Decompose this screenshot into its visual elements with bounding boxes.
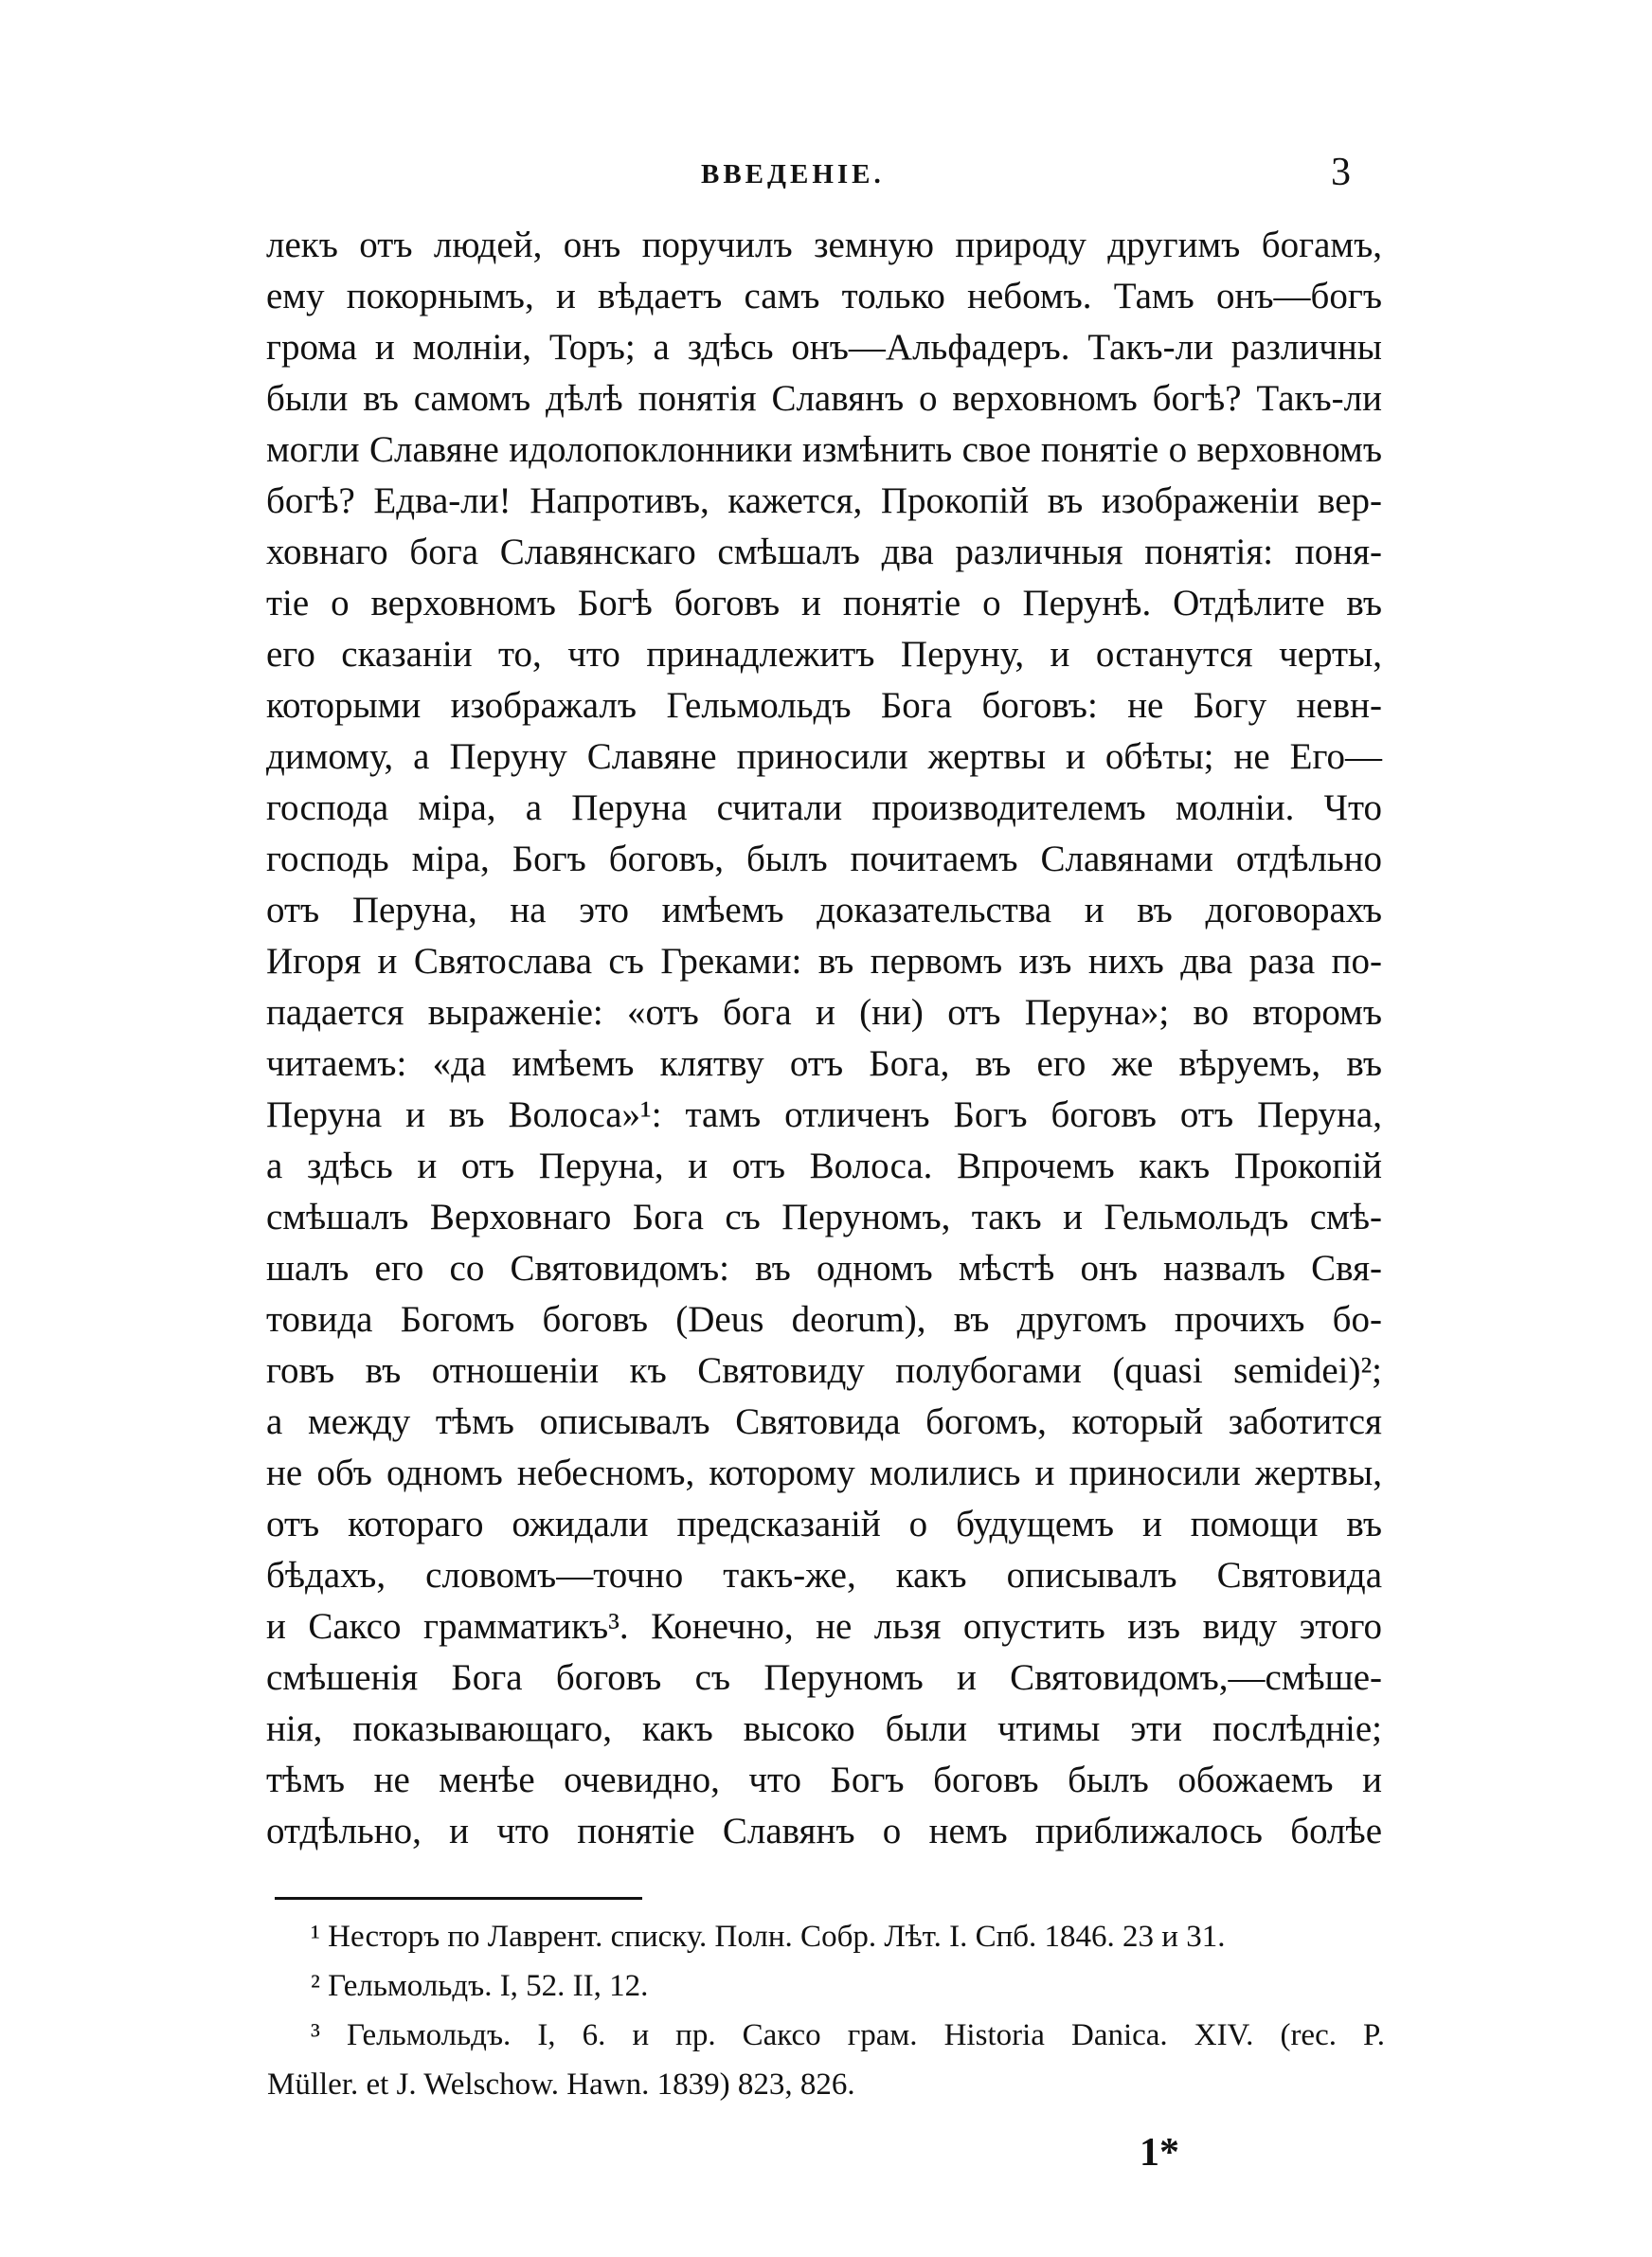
footnote-1: ¹ Несторъ по Лаврент. списку. Полн. Собр. Лѣт. I. Спб. 1846. 23 и 31. xyxy=(311,1920,1226,1954)
text-line: отдѣльно, и что понятіе Славянъ о немъ приближалось болѣе xyxy=(266,1811,1382,1851)
text-line: смѣшалъ Верховнаго Бога съ Перуномъ, такъ и Гельмольдъ смѣ- xyxy=(266,1197,1382,1237)
footnote-3-continuation: Müller. et J. Welschow. Hawn. 1839) 823, 826. xyxy=(267,2067,855,2102)
text-line: нія, показывающаго, какъ высоко были чтимы эти послѣдніе; xyxy=(266,1708,1382,1749)
text-line: отъ котораго ожидали предсказаній о будущемъ и помощи въ xyxy=(266,1504,1382,1544)
text-line: господа міра, а Перуна считали производителемъ молніи. Что xyxy=(266,787,1382,828)
text-line: товида Богомъ боговъ (Deus deorum), въ другомъ прочихъ бо- xyxy=(266,1299,1382,1340)
printer-signature-mark: 1* xyxy=(1140,2131,1179,2175)
text-line: димому, а Перуну Славяне приносили жертвы и обѣты; не Его— xyxy=(266,736,1382,777)
text-line: отъ Перуна, на это имѣемъ доказательства и въ договорахъ xyxy=(266,890,1382,930)
text-line: и Саксо грамматикъ³. Конечно, не льзя опустить изъ виду этого xyxy=(266,1606,1382,1647)
body-text xyxy=(266,220,1382,1857)
text-line: а между тѣмъ описывалъ Святовида богомъ, который заботится xyxy=(266,1401,1382,1442)
text-line: читаемъ: «да имѣемъ клятву отъ Бога, въ его же вѣруемъ, въ xyxy=(266,1043,1382,1084)
text-line: его сказаніи то, что принадлежитъ Перуну, и останутся черты, xyxy=(266,634,1382,675)
text-line: лекъ отъ людей, онъ поручилъ земную природу другимъ богамъ, xyxy=(266,225,1382,265)
footnotes xyxy=(267,1912,1385,2109)
text-line: падается выраженіе: «отъ бога и (ни) отъ Перуна»; во второмъ xyxy=(266,992,1382,1033)
text-line: грома и молніи, Торъ; а здѣсь онъ—Альфадеръ. Такъ-ли различны xyxy=(266,327,1382,368)
text-line: ховнаго бога Славянскаго смѣшалъ два различныя понятія: поня- xyxy=(266,532,1382,572)
text-line: не объ одномъ небесномъ, которому молились и приносили жертвы, xyxy=(266,1453,1382,1493)
text-line: а здѣсь и отъ Перуна, и отъ Волоса. Впрочемъ какъ Прокопій xyxy=(266,1146,1382,1186)
text-line: говъ въ отношеніи къ Святовиду полубогами (quasi semidei)²; xyxy=(266,1350,1382,1391)
text-line: могли Славяне идолопоклонники измѣнить свое понятіе о верховномъ xyxy=(266,429,1382,470)
text-line: Игоря и Святослава съ Греками: въ первомъ изъ нихъ два раза по- xyxy=(266,941,1382,982)
footnote-3: ³ Гельмольдъ. I, 6. и пр. Саксо грам. Historia Danica. XIV. (rec. P. xyxy=(311,2018,1385,2052)
text-line: господь міра, Богъ боговъ, былъ почитаемъ Славянами отдѣльно xyxy=(266,839,1382,879)
footnote-separator-rule xyxy=(275,1897,642,1900)
text-line: тіе о верховномъ Богѣ боговъ и понятіе о Перунѣ. Отдѣлите въ xyxy=(266,583,1382,623)
text-line: которыми изображалъ Гельмольдъ Бога боговъ: не Богу невн- xyxy=(266,685,1382,726)
text-line: Перуна и въ Волоса»¹: тамъ отличенъ Богъ боговъ отъ Перуна, xyxy=(266,1094,1382,1135)
page-number: 3 xyxy=(1331,151,1351,194)
text-line: шалъ его со Святовидомъ: въ одномъ мѣстѣ онъ назвалъ Свя- xyxy=(266,1248,1382,1289)
text-line: были въ самомъ дѣлѣ понятія Славянъ о верховномъ богѣ? Такъ-ли xyxy=(266,378,1382,419)
text-line: тѣмъ не менѣе очевидно, что Богъ боговъ былъ обожаемъ и xyxy=(266,1760,1382,1800)
text-line: богѣ? Едва-ли! Напротивъ, кажется, Прокопій въ изображеніи вер- xyxy=(266,480,1382,521)
running-header-title: ВВЕДЕНІЕ. xyxy=(701,159,885,190)
footnote-2: ² Гельмольдъ. I, 52. II, 12. xyxy=(311,1969,649,2003)
text-line: ему покорнымъ, и вѣдаетъ самъ только небомъ. Тамъ онъ—богъ xyxy=(266,276,1382,316)
text-line: бѣдахъ, словомъ—точно такъ-же, какъ описывалъ Святовида xyxy=(266,1555,1382,1596)
text-line: смѣшенія Бога боговъ съ Перуномъ и Святовидомъ,—смѣше- xyxy=(266,1657,1382,1698)
